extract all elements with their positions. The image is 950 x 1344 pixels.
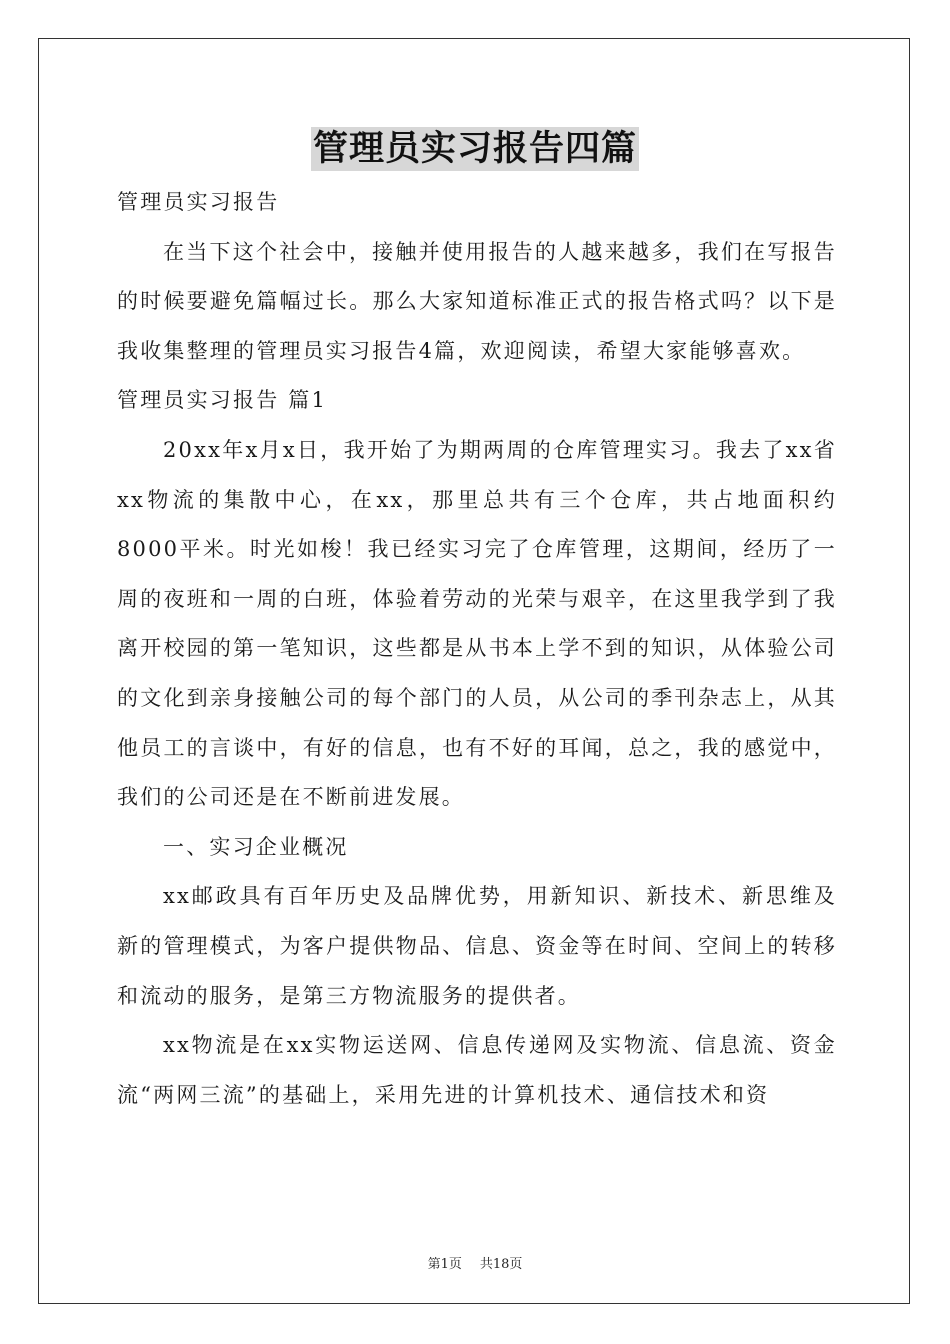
title-container bbox=[0, 127, 950, 171]
section-heading: 管理员实习报告 篇1 bbox=[117, 388, 328, 413]
document-title: 管理员实习报告四篇 bbox=[312, 128, 637, 169]
body-paragraph: xx邮政具有百年历史及品牌优势，用新知识、新技术、新思维及新的管理模式，为客户提供物品、信息、资金等在时间、空间上的转移和流动的服务，是第三方物流服务的提供者。 bbox=[117, 884, 837, 1008]
page-total: 共18页 bbox=[479, 1257, 523, 1272]
body-paragraph: xx物流是在xx实物运送网、信息传递网及实物流、信息流、资金流“两网三流”的基础上，采用先进的计算机技术、通信技术和资 bbox=[117, 1033, 837, 1107]
document-body bbox=[117, 178, 837, 1120]
intro-paragraph: 在当下这个社会中，接触并使用报告的人越来越多，我们在写报告的时候要避免篇幅过长。那么大家知道标准正式的报告格式吗？以下是我收集整理的管理员实习报告4篇，欢迎阅读，希望大家能够喜欢。 bbox=[117, 239, 837, 363]
page-number: 第1页 bbox=[427, 1257, 462, 1272]
subsection-heading: 一、实习企业概况 bbox=[163, 834, 349, 859]
section-heading: 管理员实习报告 bbox=[117, 190, 280, 214]
body-paragraph: 20xx年x月x日，我开始了为期两周的仓库管理实习。我去了xx省xx物流的集散中心，在xx，那里总共有三个仓库，共占地面积约8000平米。时光如梭！我已经实习完了仓库管理，这期间，经历了一周的夜班和一周的白班，体验着劳动的光荣与艰辛，在这里我学到了我离开校园的第一笔知识，这些都是从书本上学不到的知识，从体验公司的文化到亲身接触公司的每个部门的人员，从公司的季刊杂志上，从其他员工的言谈中，有好的信息，也有不好的耳闻，总之，我的感觉中，我们的公司还是在不断前进发展。 bbox=[117, 437, 837, 810]
page-footer bbox=[0, 1253, 950, 1272]
